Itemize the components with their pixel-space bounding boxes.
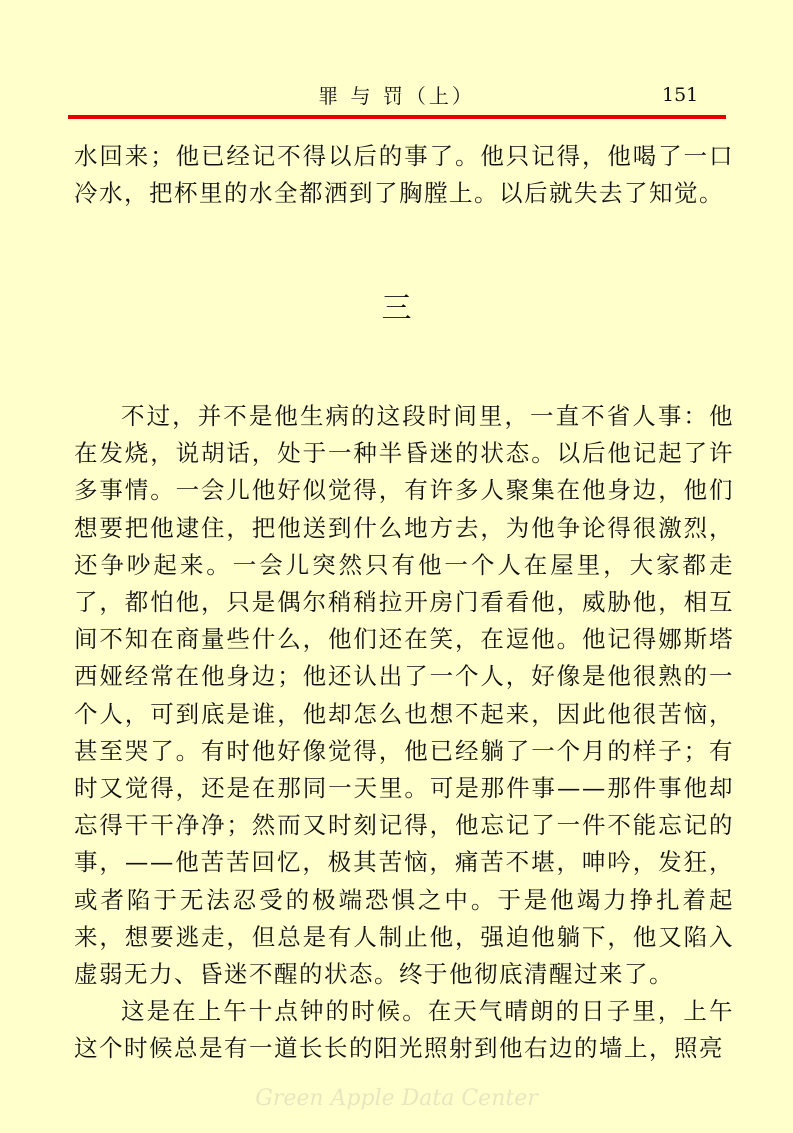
running-header-title: 罪 与 罚（上） <box>318 84 475 108</box>
text-block-top <box>74 138 734 212</box>
body-paragraph-1: 不过，并不是他生病的这段时间里，一直不省人事：他在发烧，说胡话，处于一种半昏迷的状态。以后他记起了许多事情。一会儿他好似觉得，有许多人聚集在他身边，他们想要把他逮住，把他送到什么地方去，为他争论得很激烈，还争吵起来。一会儿突然只有他一个人在屋里，大家都走了，都怕他，只是偶尔稍稍拉开房门看看他，威胁他，相互间不知在商量些什么，他们还在笑，在逗他。他记得娜斯塔西娅经常在他身边；他还认出了一个人，好像是他很熟的一个人，可到底是谁，他却怎么也想不起来，因此他很苦恼，甚至哭了。有时他好像觉得，他已经躺了一个月的样子；有时又觉得，还是在那同一天里。可是那件事——那件事他却忘得干干净净；然而又时刻记得，他忘记了一件不能忘记的事，——他苦苦回忆，极其苦恼，痛苦不堪，呻吟，发狂，或者陷于无法忍受的极端恐惧之中。于是他竭力挣扎着起来，想要逃走，但总是有人制止他，强迫他躺下，他又陷入虚弱无力、昏迷不醒的状态。终于他彻底清醒过来了。 <box>74 402 734 989</box>
body-paragraph-2: 这是在上午十点钟的时候。在天气晴朗的日子里，上午这个时候总是有一道长长的阳光照射到他右边的墙上，照亮 <box>74 997 734 1063</box>
continued-paragraph: 水回来；他已经记不得以后的事了。他只记得，他喝了一口冷水，把杯里的水全都洒到了胸膛上。以后就失去了知觉。 <box>74 142 734 208</box>
watermark: Green Apple Data Center <box>255 1086 538 1111</box>
text-block-main <box>74 398 734 1068</box>
header-divider <box>68 115 726 119</box>
page-number: 151 <box>662 84 699 106</box>
chapter-section-heading: 三 <box>381 291 412 326</box>
